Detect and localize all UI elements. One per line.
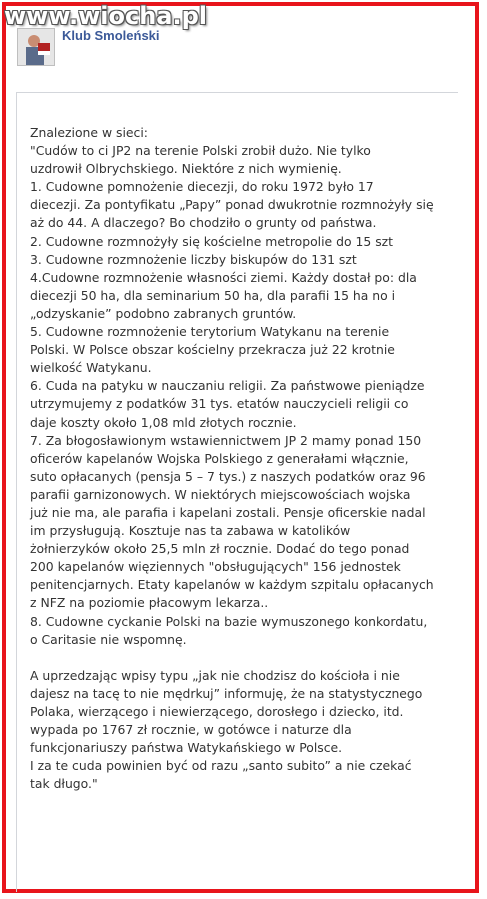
post-line: o Caritasie nie wspomnę.	[30, 631, 187, 647]
post-line: aż do 44. A dlaczego? Bo chodziło o grunty od państwa.	[30, 215, 377, 231]
post-line: 6. Cuda na patyku w nauczaniu religii. Za państwowe pieniądze	[30, 378, 425, 394]
post-line: Polski. W Polsce obszar kościelny przekracza już 22 krotnie	[30, 342, 395, 358]
post-line: diecezji. Za pontyfikatu „Papy” ponad dwukrotnie rozmnożyły się	[30, 197, 434, 213]
post-line: 200 kapelanów więziennych "obsługujących" 156 jednostek	[30, 559, 401, 575]
post-line: 2. Cudowne rozmnożyły się kościelne metropolie do 15 szt	[30, 233, 394, 249]
post-line: 1. Cudowne pomnożenie diecezji, do roku 1972 było 17	[30, 179, 374, 195]
avatar[interactable]	[17, 28, 55, 66]
post-line: z NFZ na poziomie płacowym lekarza..	[30, 595, 269, 611]
post-line: utrzymujemy z podatków 31 tys. etatów nauczycieli religii co	[30, 396, 409, 412]
post-line: 4.Cudowne rozmnożenie własności ziemi. Każdy dostał po: dla	[30, 269, 417, 285]
post-line: penitencjarnych. Etaty kapelanów w każdym szpitalu opłacanych	[30, 577, 434, 593]
post-line: 5. Cudowne rozmnożenie terytorium Watykanu na terenie	[30, 324, 390, 340]
post-line: 3. Cudowne rozmnożenie liczby biskupów do 131 szt	[30, 251, 357, 267]
post-line: tak długo."	[30, 776, 98, 792]
post-line: A uprzedzając wpisy typu „jak nie chodzisz do kościoła i nie	[30, 667, 400, 683]
post-line: suto opłacanych (pensja 5 – 7 tys.) z naszych podatków oraz 96	[30, 468, 426, 484]
post-line: Znalezione w sieci:	[30, 125, 148, 140]
post-line: "Cudów to ci JP2 na terenie Polski zrobił dużo. Nie tylko	[30, 143, 371, 159]
post-line: parafii garnizonowych. W niektórych miejscowościach wojska	[30, 486, 411, 502]
post-line: funkcjonariuszy państwa Watykańskiego w Polsce.	[30, 740, 343, 756]
post-line: „odzyskanie” podobno zabranych gruntów.	[30, 305, 297, 321]
post-line: daje koszty około 1,08 mld złotych rocznie.	[30, 414, 297, 430]
post-line: I za te cuda powinien być od razu „santo subito” a nie czekać	[30, 758, 412, 774]
post-line: dajesz na tacę to nie mędrkuj” informuję, że na statystycznego	[30, 685, 423, 701]
post-line: 8. Cudowne cyckanie Polski na bazie wymuszonego konkordatu,	[30, 613, 428, 629]
post-line	[30, 649, 460, 667]
post-line: wielkość Watykanu.	[30, 360, 152, 376]
post-line: im przysługują. Kosztuje nas ta zabawa w katolików	[30, 523, 351, 539]
post-line: Polaka, wierzącego i niewierzącego, dorosłego i dziecko, itd.	[30, 704, 404, 719]
post-text	[30, 124, 460, 793]
post-line: już nie ma, ale parafia i kapelani zostali. Pensje oficerskie nadal	[30, 504, 426, 520]
post-line: uzdrowił Olbrychskiego. Niektóre z nich wymienię.	[30, 161, 342, 177]
post-line: diecezji 50 ha, dla seminarium 50 ha, dla parafii 15 ha no i	[30, 287, 396, 303]
watermark: www.wiocha.pl	[4, 2, 208, 30]
post-line: wypada po 1767 zł rocznie, w gotówce i naturze dla	[30, 722, 352, 738]
post-line: oficerów kapelanów Wojska Polskiego z generałami włącznie,	[30, 450, 409, 466]
author-name[interactable]: Klub Smoleński	[62, 28, 160, 43]
post-line: 7. Za błogosławionym wstawiennictwem JP 2 mamy ponad 150	[30, 432, 422, 448]
post-line: żołnierzyków około 25,5 mln zł rocznie. Dodać do tego ponad	[30, 541, 410, 557]
avatar-image-icon	[18, 29, 54, 65]
